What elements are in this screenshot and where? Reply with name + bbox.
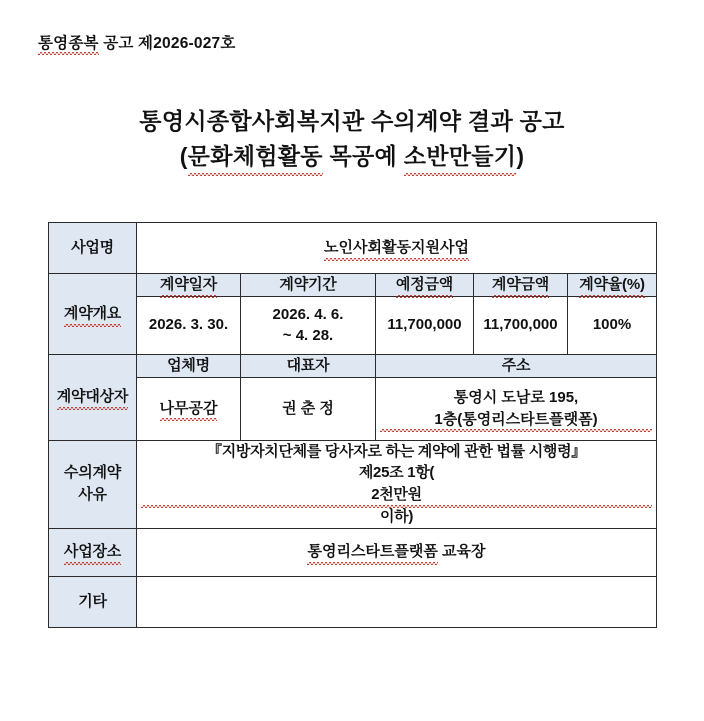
value-address-line1: 통영시 도남로 195,: [453, 388, 579, 406]
table-row-place: [49, 528, 657, 576]
notice-number-rest: 공고 제2026-027호: [98, 35, 236, 52]
label-reason: [49, 440, 137, 528]
table-row-reason: [49, 440, 657, 528]
value-contract-period: [241, 296, 376, 354]
value-address: [376, 377, 657, 440]
label-reason-line1: 수의계약: [63, 464, 122, 482]
header-estimated-amount-text: 예정금액: [396, 274, 453, 296]
value-contract-date: 2026. 3. 30.: [137, 296, 241, 354]
header-representative: 대표자: [241, 354, 376, 377]
label-place: [49, 528, 137, 576]
value-reason-line2: 제25조 1항( 2천만원 이하): [141, 462, 652, 527]
value-address-line2-text: 1층(통영리스타트플랫폼): [380, 409, 652, 431]
notice-number-misspelled-token: 통영종복: [38, 31, 99, 53]
label-contract-overview-text: 계약개요: [64, 303, 121, 325]
label-contractor: [49, 354, 137, 440]
value-project-name: [137, 223, 657, 274]
value-contract-rate: 100%: [568, 296, 657, 354]
table-row-contractor-values: [49, 377, 657, 440]
value-contract-amount: 11,700,000: [474, 296, 568, 354]
table-row-contract-overview-headers: [49, 274, 657, 297]
header-estimated-amount: [376, 274, 474, 297]
label-contract-overview: [49, 274, 137, 355]
value-address-line2: [380, 409, 652, 431]
header-address: 주소: [376, 354, 657, 377]
table-row-project-name: [49, 223, 657, 274]
header-contract-period: 계약기간: [241, 274, 376, 297]
header-contract-date-text: 계약일자: [160, 274, 217, 296]
header-company-name: 업체명: [137, 354, 241, 377]
title-line-2: (문화체험활동 목공예 소반만들기): [0, 139, 704, 174]
table-row-contractor-headers: [49, 354, 657, 377]
label-project-name: 사업명: [49, 223, 137, 274]
value-place: 통영리스타트플랫폼 교육장: [137, 528, 657, 576]
table-row-etc: [49, 576, 657, 627]
value-contract-period-line1: 2026. 4. 6.: [272, 305, 344, 323]
header-contract-amount-text: 계약금액: [492, 274, 549, 296]
notice-number: [38, 31, 236, 53]
page-title: [0, 104, 704, 174]
value-reason-line1: 『지방자치단체를 당사자로 하는 계약에 관한 법률 시행령』: [207, 442, 586, 460]
value-company-name-text: 나무공감: [160, 398, 218, 420]
value-etc: [137, 576, 657, 627]
table-row-contract-overview-values: [49, 296, 657, 354]
value-contract-period-line2: ~ 4. 28.: [282, 327, 334, 345]
value-company-name: [137, 377, 241, 440]
label-reason-line2: 사유: [78, 486, 107, 503]
title-misspelled-token-1: 문화체험활동: [188, 139, 323, 174]
header-contract-amount: [474, 274, 568, 297]
value-reason-misspelled-token: 2천만원: [141, 484, 652, 506]
contract-result-table-wrapper: [48, 222, 656, 628]
label-place-text: 사업장소: [64, 541, 121, 563]
header-contract-date: [137, 274, 241, 297]
title-line-1: 통영시종합사회복지관 수의계약 결과 공고: [139, 108, 565, 134]
value-estimated-amount: 11,700,000: [376, 296, 474, 354]
project-name-text: 노인사회활동지원사업: [324, 237, 469, 259]
header-contract-rate: [568, 274, 657, 297]
contract-result-table: [48, 222, 657, 628]
value-representative: 권 춘 정: [241, 377, 376, 440]
header-contract-rate-text: 계약율(%): [579, 274, 645, 296]
value-place-text: 통영리스타트플랫폼: [307, 541, 437, 563]
label-etc: 기타: [49, 576, 137, 627]
value-reason: [137, 440, 657, 528]
title-misspelled-token-2: 소반만들기: [404, 139, 517, 174]
label-contractor-text: 계약대상자: [57, 386, 128, 408]
